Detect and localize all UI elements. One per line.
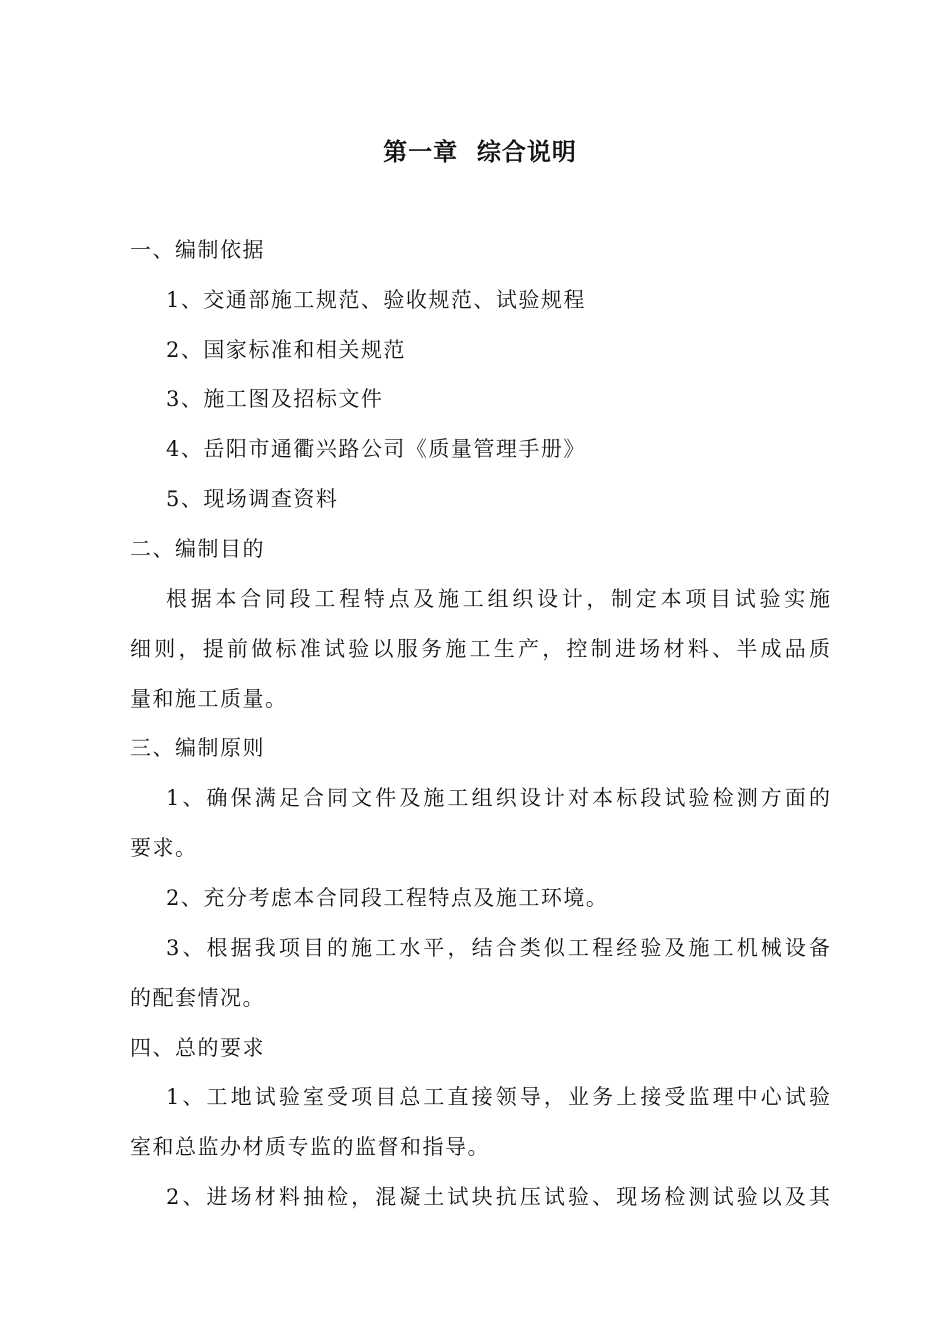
list-item: 1、确保满足合同文件及施工组织设计对本标段试验检测方面的	[166, 786, 830, 810]
paragraph-line: 根据本合同段工程特点及施工组织设计，制定本项目试验实施	[166, 587, 830, 611]
paragraph-line: 室和总监办材质专监的监督和指导。	[130, 1135, 490, 1159]
paragraph-line: 细则，提前做标准试验以服务施工生产，控制进场材料、半成品质	[130, 637, 830, 661]
list-item: 1、工地试验室受项目总工直接领导，业务上接受监理中心试验	[166, 1085, 830, 1109]
list-item: 3、施工图及招标文件	[166, 387, 384, 411]
chapter-title: 第一章 综合说明	[383, 137, 577, 166]
paragraph-line: 量和施工质量。	[130, 687, 288, 711]
list-item: 2、国家标准和相关规范	[166, 338, 406, 362]
list-item: 4、岳阳市通衢兴路公司《质量管理手册》	[166, 437, 586, 461]
paragraph-line: 要求。	[130, 836, 198, 860]
paragraph-line: 的配套情况。	[130, 986, 265, 1010]
section-heading-requirements: 四、总的要求	[130, 1036, 265, 1060]
section-heading-principles: 三、编制原则	[130, 736, 265, 760]
list-item: 1、交通部施工规范、验收规范、试验规程	[166, 288, 586, 312]
section-heading-purpose: 二、编制目的	[130, 537, 265, 561]
list-item: 3、根据我项目的施工水平，结合类似工程经验及施工机械设备	[166, 936, 830, 960]
list-item: 2、充分考虑本合同段工程特点及施工环境。	[166, 886, 609, 910]
list-item: 5、现场调查资料	[166, 487, 339, 511]
section-heading-basis: 一、编制依据	[130, 238, 265, 262]
list-item: 2、进场材料抽检，混凝土试块抗压试验、现场检测试验以及其	[166, 1185, 830, 1209]
